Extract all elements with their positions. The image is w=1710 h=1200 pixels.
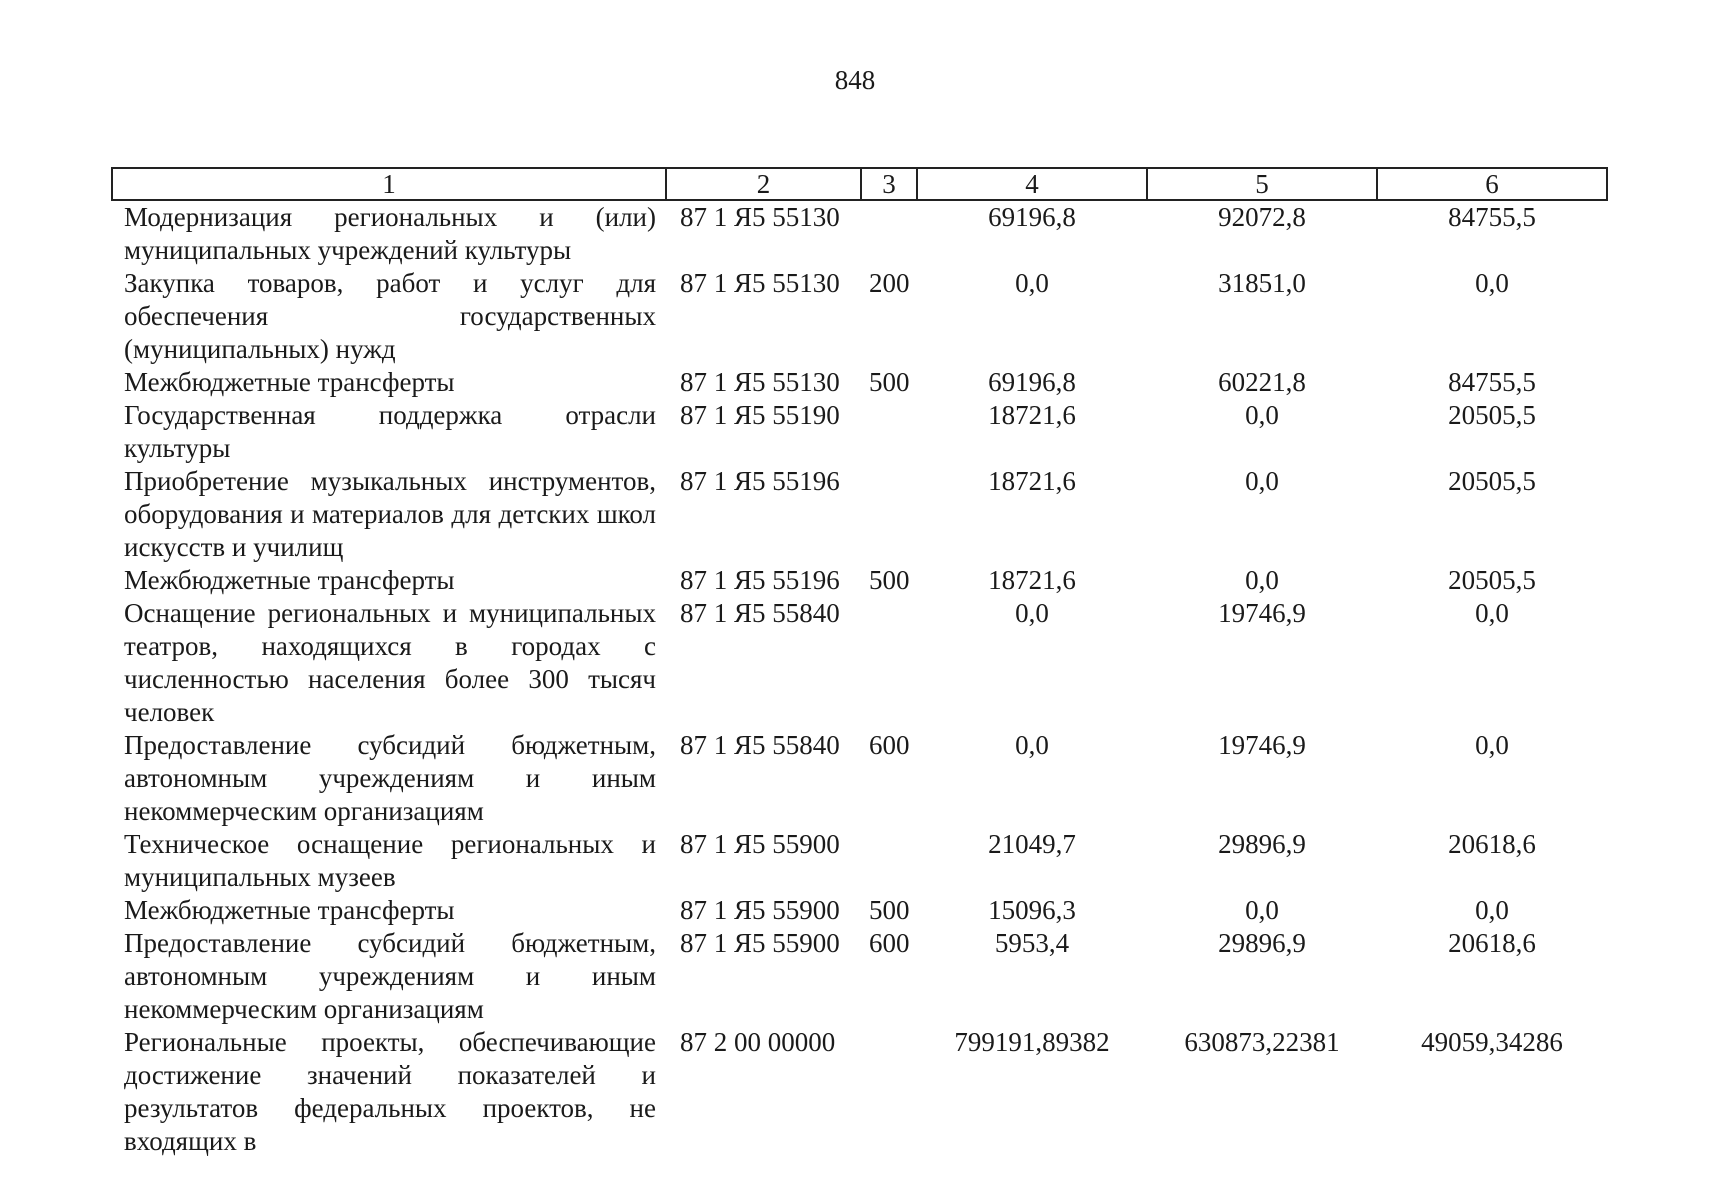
row-type: 500: [869, 565, 910, 595]
table-row: [112, 200, 1607, 267]
page-number: 848: [834, 65, 876, 95]
row-value-6: 20505,5: [1448, 565, 1536, 595]
row-value-6: 20505,5: [1448, 400, 1536, 430]
row-value-5: 0,0: [1245, 895, 1279, 925]
table-row: [112, 399, 1607, 465]
row-value-6: 0,0: [1475, 895, 1509, 925]
row-value-6: 0,0: [1475, 268, 1509, 298]
row-value-4: 18721,6: [988, 565, 1076, 595]
table-row: [112, 465, 1607, 564]
header-col-6: 6: [1377, 168, 1607, 200]
row-type: [861, 200, 917, 267]
row-name: Закупка товаров, работ и услуг для обеспечения государственных (муниципальных) нужд: [124, 268, 656, 364]
row-name: Модернизация региональных и (или) муниципальных учреждений культуры: [124, 202, 656, 265]
row-value-4: 69196,8: [988, 202, 1076, 232]
row-value-5: 29896,9: [1218, 928, 1306, 958]
header-row: [112, 168, 1607, 200]
table-row: [112, 729, 1607, 828]
budget-table-container: [111, 167, 1608, 1158]
row-value-4: 0,0: [1015, 598, 1049, 628]
row-value-5: 92072,8: [1218, 202, 1306, 232]
table-row: [112, 564, 1607, 597]
row-value-5: 0,0: [1245, 466, 1279, 496]
row-value-6: 20618,6: [1448, 928, 1536, 958]
row-value-5: 19746,9: [1218, 730, 1306, 760]
row-value-5: 630873,22381: [1184, 1027, 1340, 1057]
row-type: 600: [869, 928, 910, 958]
row-value-4: 0,0: [1015, 730, 1049, 760]
table-row: [112, 267, 1607, 366]
row-value-4: 15096,3: [988, 895, 1076, 925]
row-type: 500: [869, 367, 910, 397]
row-name: Межбюджетные трансферты: [124, 895, 455, 925]
row-value-6: 84755,5: [1448, 202, 1536, 232]
header-col-3: 3: [861, 168, 917, 200]
row-value-5: 60221,8: [1218, 367, 1306, 397]
row-value-5: 29896,9: [1218, 829, 1306, 859]
row-value-4: 69196,8: [988, 367, 1076, 397]
row-type: 200: [869, 268, 910, 298]
budget-table: [111, 167, 1608, 1158]
row-code: 87 1 Я5 55196: [680, 565, 840, 595]
row-value-5: 19746,9: [1218, 598, 1306, 628]
row-code: 87 2 00 00000: [680, 1027, 836, 1057]
row-name: Предоставление субсидий бюджетным, автономным учреждениям и иным некоммерческим организациям: [124, 928, 656, 1024]
table-header: [112, 168, 1607, 200]
table-row: [112, 894, 1607, 927]
row-name: Оснащение региональных и муниципальных театров, находящихся в городах с численностью населения более 300 тысяч человек: [124, 598, 656, 727]
row-value-4: 18721,6: [988, 400, 1076, 430]
row-value-5: 31851,0: [1218, 268, 1306, 298]
row-value-6: 20505,5: [1448, 466, 1536, 496]
row-value-5: 0,0: [1245, 565, 1279, 595]
table-row: [112, 927, 1607, 1026]
row-value-4: 21049,7: [988, 829, 1076, 859]
row-code: 87 1 Я5 55196: [680, 466, 840, 496]
row-type: 600: [869, 730, 910, 760]
row-name: Техническое оснащение региональных и муниципальных музеев: [124, 829, 656, 892]
row-name: Межбюджетные трансферты: [124, 565, 455, 595]
header-col-1: 1: [112, 168, 666, 200]
table-row: [112, 597, 1607, 729]
row-code: 87 1 Я5 55900: [680, 895, 840, 925]
table-row: [112, 1026, 1607, 1158]
row-value-6: 49059,34286: [1421, 1027, 1563, 1057]
row-value-6: 0,0: [1475, 730, 1509, 760]
row-name: Приобретение музыкальных инструментов, оборудования и материалов для детских школ искусств и училищ: [124, 466, 656, 562]
row-type: [861, 597, 917, 729]
table-row: [112, 828, 1607, 894]
row-code: 87 1 Я5 55840: [680, 730, 840, 760]
row-value-6: 0,0: [1475, 598, 1509, 628]
row-type: [861, 465, 917, 564]
row-type: [861, 399, 917, 465]
row-code: 87 1 Я5 55840: [680, 598, 840, 628]
row-name: Государственная поддержка отрасли культуры: [124, 400, 656, 463]
table-row: [112, 366, 1607, 399]
header-col-5: 5: [1147, 168, 1377, 200]
row-name: Предоставление субсидий бюджетным, автономным учреждениям и иным некоммерческим организациям: [124, 730, 656, 826]
row-value-4: 799191,89382: [954, 1027, 1110, 1057]
row-name: Межбюджетные трансферты: [124, 367, 455, 397]
row-value-4: 18721,6: [988, 466, 1076, 496]
row-value-6: 20618,6: [1448, 829, 1536, 859]
row-type: [861, 1026, 917, 1158]
row-code: 87 1 Я5 55900: [680, 928, 840, 958]
row-code: 87 1 Я5 55130: [680, 202, 840, 232]
header-col-2: 2: [666, 168, 861, 200]
row-code: 87 1 Я5 55130: [680, 268, 840, 298]
header-col-4: 4: [917, 168, 1147, 200]
row-value-4: 0,0: [1015, 268, 1049, 298]
row-code: 87 1 Я5 55190: [680, 400, 840, 430]
row-value-5: 0,0: [1245, 400, 1279, 430]
row-name: Региональные проекты, обеспечивающие достижение значений показателей и результатов федеральных проектов, не входящих в: [124, 1027, 656, 1156]
row-type: [861, 828, 917, 894]
row-code: 87 1 Я5 55900: [680, 829, 840, 859]
table-body: [112, 200, 1607, 1158]
row-value-6: 84755,5: [1448, 367, 1536, 397]
row-type: 500: [869, 895, 910, 925]
row-value-4: 5953,4: [994, 928, 1070, 958]
row-code: 87 1 Я5 55130: [680, 367, 840, 397]
